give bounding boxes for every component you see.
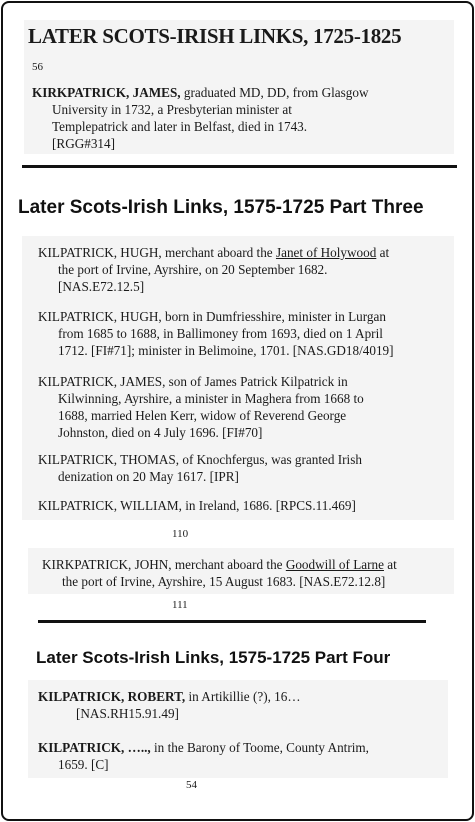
entry-line: 1659. [C] <box>58 757 109 772</box>
entry-kilpatrick-hugh-2 <box>38 308 394 359</box>
entry-text: at <box>383 557 397 572</box>
page-number: 111 <box>172 599 188 611</box>
entry-first-line: KILPATRICK, WILLIAM, in Ireland, 1686. [RPCS.11.469] <box>38 498 356 513</box>
entry-first-line: KILPATRICK, HUGH, born in Dumfriesshire, minister in Lurgan <box>38 309 386 324</box>
entry-kilpatrick-hugh-1 <box>38 244 389 295</box>
entry-text: in Artikillie (?), 16… <box>185 689 301 704</box>
entry-kirkpatrick-james <box>32 84 369 152</box>
page-number: 54 <box>186 779 197 791</box>
entry-line: [NAS.E72.12.5] <box>58 279 145 294</box>
divider-rule <box>38 620 426 623</box>
entry-name: KILPATRICK, ….., <box>38 740 151 755</box>
entry-line: 1688, married Helen Kerr, widow of Reverend George <box>58 408 347 423</box>
entry-text: at <box>376 245 390 260</box>
entry-line: Johnston, died on 4 July 1696. [FI#70] <box>58 425 263 440</box>
page-number: 56 <box>32 61 43 73</box>
entry-text: graduated MD, DD, from Glasgow <box>183 85 369 100</box>
entry-line: the port of Irvine, Ayrshire, on 20 September 1682. <box>58 262 328 277</box>
entry-kilpatrick-james <box>38 373 364 441</box>
ship-name: Janet of Holywood <box>275 245 377 260</box>
entry-text: in the Barony of Toome, County Antrim, <box>150 740 369 755</box>
entry-name: KILPATRICK, ROBERT, <box>38 689 186 704</box>
entry-kilpatrick-robert <box>38 688 301 722</box>
section-title-2: Later Scots-Irish Links, 1575-1725 Part Three <box>18 197 424 218</box>
page-number: 110 <box>172 528 189 540</box>
divider-rule <box>22 165 457 168</box>
entry-line: [NAS.RH15.91.49] <box>76 706 179 721</box>
entry-line: the port of Irvine, Ayrshire, 15 August 1683. [NAS.E72.12.8] <box>62 574 386 589</box>
entry-kilpatrick-unknown <box>38 739 369 773</box>
section-title-3: Later Scots-Irish Links, 1575-1725 Part Four <box>36 648 391 667</box>
entry-line: 1712. [FI#71]; minister in Belimoine, 1701. [NAS.GD18/4019] <box>58 343 394 358</box>
entry-line: Kilwinning, Ayrshire, a minister in Maghera from 1668 to <box>58 391 364 406</box>
entry-text: KIRKPATRICK, JOHN, merchant aboard the <box>42 557 286 572</box>
entry-kilpatrick-william <box>38 497 356 514</box>
entry-line: Templepatrick and later in Belfast, died in 1743. <box>52 119 308 134</box>
entry-line: University in 1732, a Presbyterian minister at <box>52 102 292 117</box>
entry-line: denization on 20 May 1617. [IPR] <box>58 469 239 484</box>
entry-line: from 1685 to 1688, in Ballimoney from 1693, died on 1 April <box>58 326 383 341</box>
entry-name: KIRKPATRICK, JAMES, <box>32 85 181 100</box>
entry-kilpatrick-thomas <box>38 451 362 485</box>
entry-kirkpatrick-john <box>42 556 397 590</box>
section-title-1: LATER SCOTS-IRISH LINKS, 1725-1825 <box>28 24 402 48</box>
entry-line: [RGG#314] <box>52 136 116 151</box>
ship-name: Goodwill of Larne <box>285 557 384 572</box>
entry-first-line: KILPATRICK, THOMAS, of Knochfergus, was granted Irish <box>38 452 362 467</box>
entry-first-line: KILPATRICK, JAMES, son of James Patrick Kilpatrick in <box>38 374 348 389</box>
entry-text: KILPATRICK, HUGH, merchant aboard the <box>38 245 276 260</box>
